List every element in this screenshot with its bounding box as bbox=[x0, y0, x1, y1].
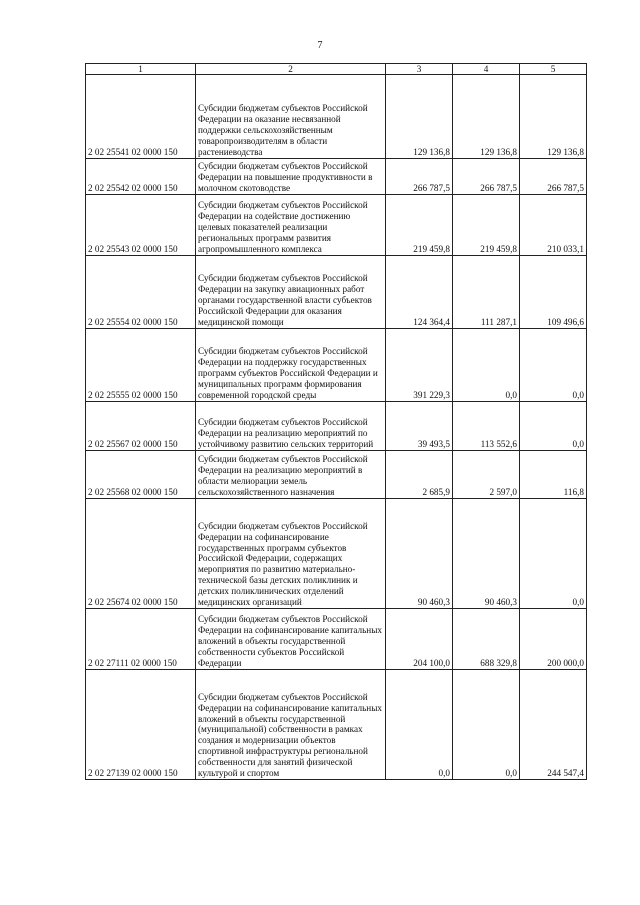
value-col5: 129 136,8 bbox=[520, 75, 587, 159]
table-row bbox=[86, 195, 587, 256]
income-name: Субсидии бюджетам субъектов Российской Федерации на софинансирование государственных программ субъектов Российской Федерации, содержащих мероприятия по развитию материально-технической базы детских поликлиник и детских поликлинических отделений медицинских организаций bbox=[196, 499, 386, 609]
value-col3: 219 459,8 bbox=[386, 195, 453, 256]
table-header-row bbox=[86, 64, 587, 75]
table-row bbox=[86, 329, 587, 402]
value-col4: 0,0 bbox=[453, 329, 520, 402]
table-row bbox=[86, 75, 587, 159]
table-row bbox=[86, 499, 587, 609]
value-col4: 266 787,5 bbox=[453, 159, 520, 195]
value-col5: 0,0 bbox=[520, 402, 587, 451]
table-row bbox=[86, 451, 587, 499]
income-name: Субсидии бюджетам субъектов Российской Федерации на содействие достижению целевых показателей реализации региональных программ развития агропромышленного комплекса bbox=[196, 195, 386, 256]
budget-code: 2 02 25674 02 0000 150 bbox=[86, 499, 196, 609]
column-header: 3 bbox=[386, 64, 453, 75]
table-row bbox=[86, 402, 587, 451]
budget-code: 2 02 25555 02 0000 150 bbox=[86, 329, 196, 402]
column-header: 1 bbox=[86, 64, 196, 75]
budget-code: 2 02 25567 02 0000 150 bbox=[86, 402, 196, 451]
budget-code: 2 02 25554 02 0000 150 bbox=[86, 256, 196, 329]
value-col4: 219 459,8 bbox=[453, 195, 520, 256]
value-col5: 0,0 bbox=[520, 499, 587, 609]
value-col5: 266 787,5 bbox=[520, 159, 587, 195]
value-col5: 116,8 bbox=[520, 451, 587, 499]
value-col4: 113 552,6 bbox=[453, 402, 520, 451]
budget-code: 2 02 25541 02 0000 150 bbox=[86, 75, 196, 159]
table-row bbox=[86, 256, 587, 329]
income-name: Субсидии бюджетам субъектов Российской Федерации на софинансирование капитальных вложений в объекты государственной (муниципальной) собственности в рамках создания и модернизации объектов спортивной инфраструктуры региональной собственности для занятий физической культурой и спортом bbox=[196, 670, 386, 780]
value-col4: 688 329,8 bbox=[453, 609, 520, 670]
value-col3: 266 787,5 bbox=[386, 159, 453, 195]
value-col3: 0,0 bbox=[386, 670, 453, 780]
value-col3: 391 229,3 bbox=[386, 329, 453, 402]
value-col4: 90 460,3 bbox=[453, 499, 520, 609]
value-col5: 244 547,4 bbox=[520, 670, 587, 780]
value-col3: 124 364,4 bbox=[386, 256, 453, 329]
budget-code: 2 02 27139 02 0000 150 bbox=[86, 670, 196, 780]
income-name: Субсидии бюджетам субъектов Российской Федерации на реализацию мероприятий в области мелиорации земель сельскохозяйственного назначения bbox=[196, 451, 386, 499]
value-col3: 90 460,3 bbox=[386, 499, 453, 609]
value-col4: 2 597,0 bbox=[453, 451, 520, 499]
value-col4: 0,0 bbox=[453, 670, 520, 780]
value-col5: 210 033,1 bbox=[520, 195, 587, 256]
column-header: 5 bbox=[520, 64, 587, 75]
column-header: 2 bbox=[196, 64, 386, 75]
table-row bbox=[86, 670, 587, 780]
value-col5: 200 000,0 bbox=[520, 609, 587, 670]
value-col5: 0,0 bbox=[520, 329, 587, 402]
income-name: Субсидии бюджетам субъектов Российской Федерации на закупку авиационных работ органами государственной власти субъектов Российской Федерации для оказания медицинской помощи bbox=[196, 256, 386, 329]
budget-code: 2 02 25542 02 0000 150 bbox=[86, 159, 196, 195]
value-col5: 109 496,6 bbox=[520, 256, 587, 329]
page-number: 7 bbox=[317, 40, 323, 51]
value-col3: 39 493,5 bbox=[386, 402, 453, 451]
budget-code: 2 02 25543 02 0000 150 bbox=[86, 195, 196, 256]
income-name: Субсидии бюджетам субъектов Российской Федерации на повышение продуктивности в молочном скотоводстве bbox=[196, 159, 386, 195]
column-header: 4 bbox=[453, 64, 520, 75]
income-name: Субсидии бюджетам субъектов Российской Федерации на поддержку государственных программ субъектов Российской Федерации и муниципальных программ формирования современной городской среды bbox=[196, 329, 386, 402]
income-name: Субсидии бюджетам субъектов Российской Федерации на софинансирование капитальных вложений в объекты государственной собственности субъектов Российской Федерации bbox=[196, 609, 386, 670]
value-col3: 129 136,8 bbox=[386, 75, 453, 159]
table-row bbox=[86, 159, 587, 195]
budget-table bbox=[85, 63, 587, 780]
value-col4: 129 136,8 bbox=[453, 75, 520, 159]
income-name: Субсидии бюджетам субъектов Российской Федерации на оказание несвязанной поддержки сельскохозяйственным товаропроизводителям в области растениеводства bbox=[196, 75, 386, 159]
budget-code: 2 02 25568 02 0000 150 bbox=[86, 451, 196, 499]
value-col4: 111 287,1 bbox=[453, 256, 520, 329]
value-col3: 204 100,0 bbox=[386, 609, 453, 670]
value-col3: 2 685,9 bbox=[386, 451, 453, 499]
income-name: Субсидии бюджетам субъектов Российской Федерации на реализацию мероприятий по устойчивому развитию сельских территорий bbox=[196, 402, 386, 451]
table-row bbox=[86, 609, 587, 670]
budget-code: 2 02 27111 02 0000 150 bbox=[86, 609, 196, 670]
